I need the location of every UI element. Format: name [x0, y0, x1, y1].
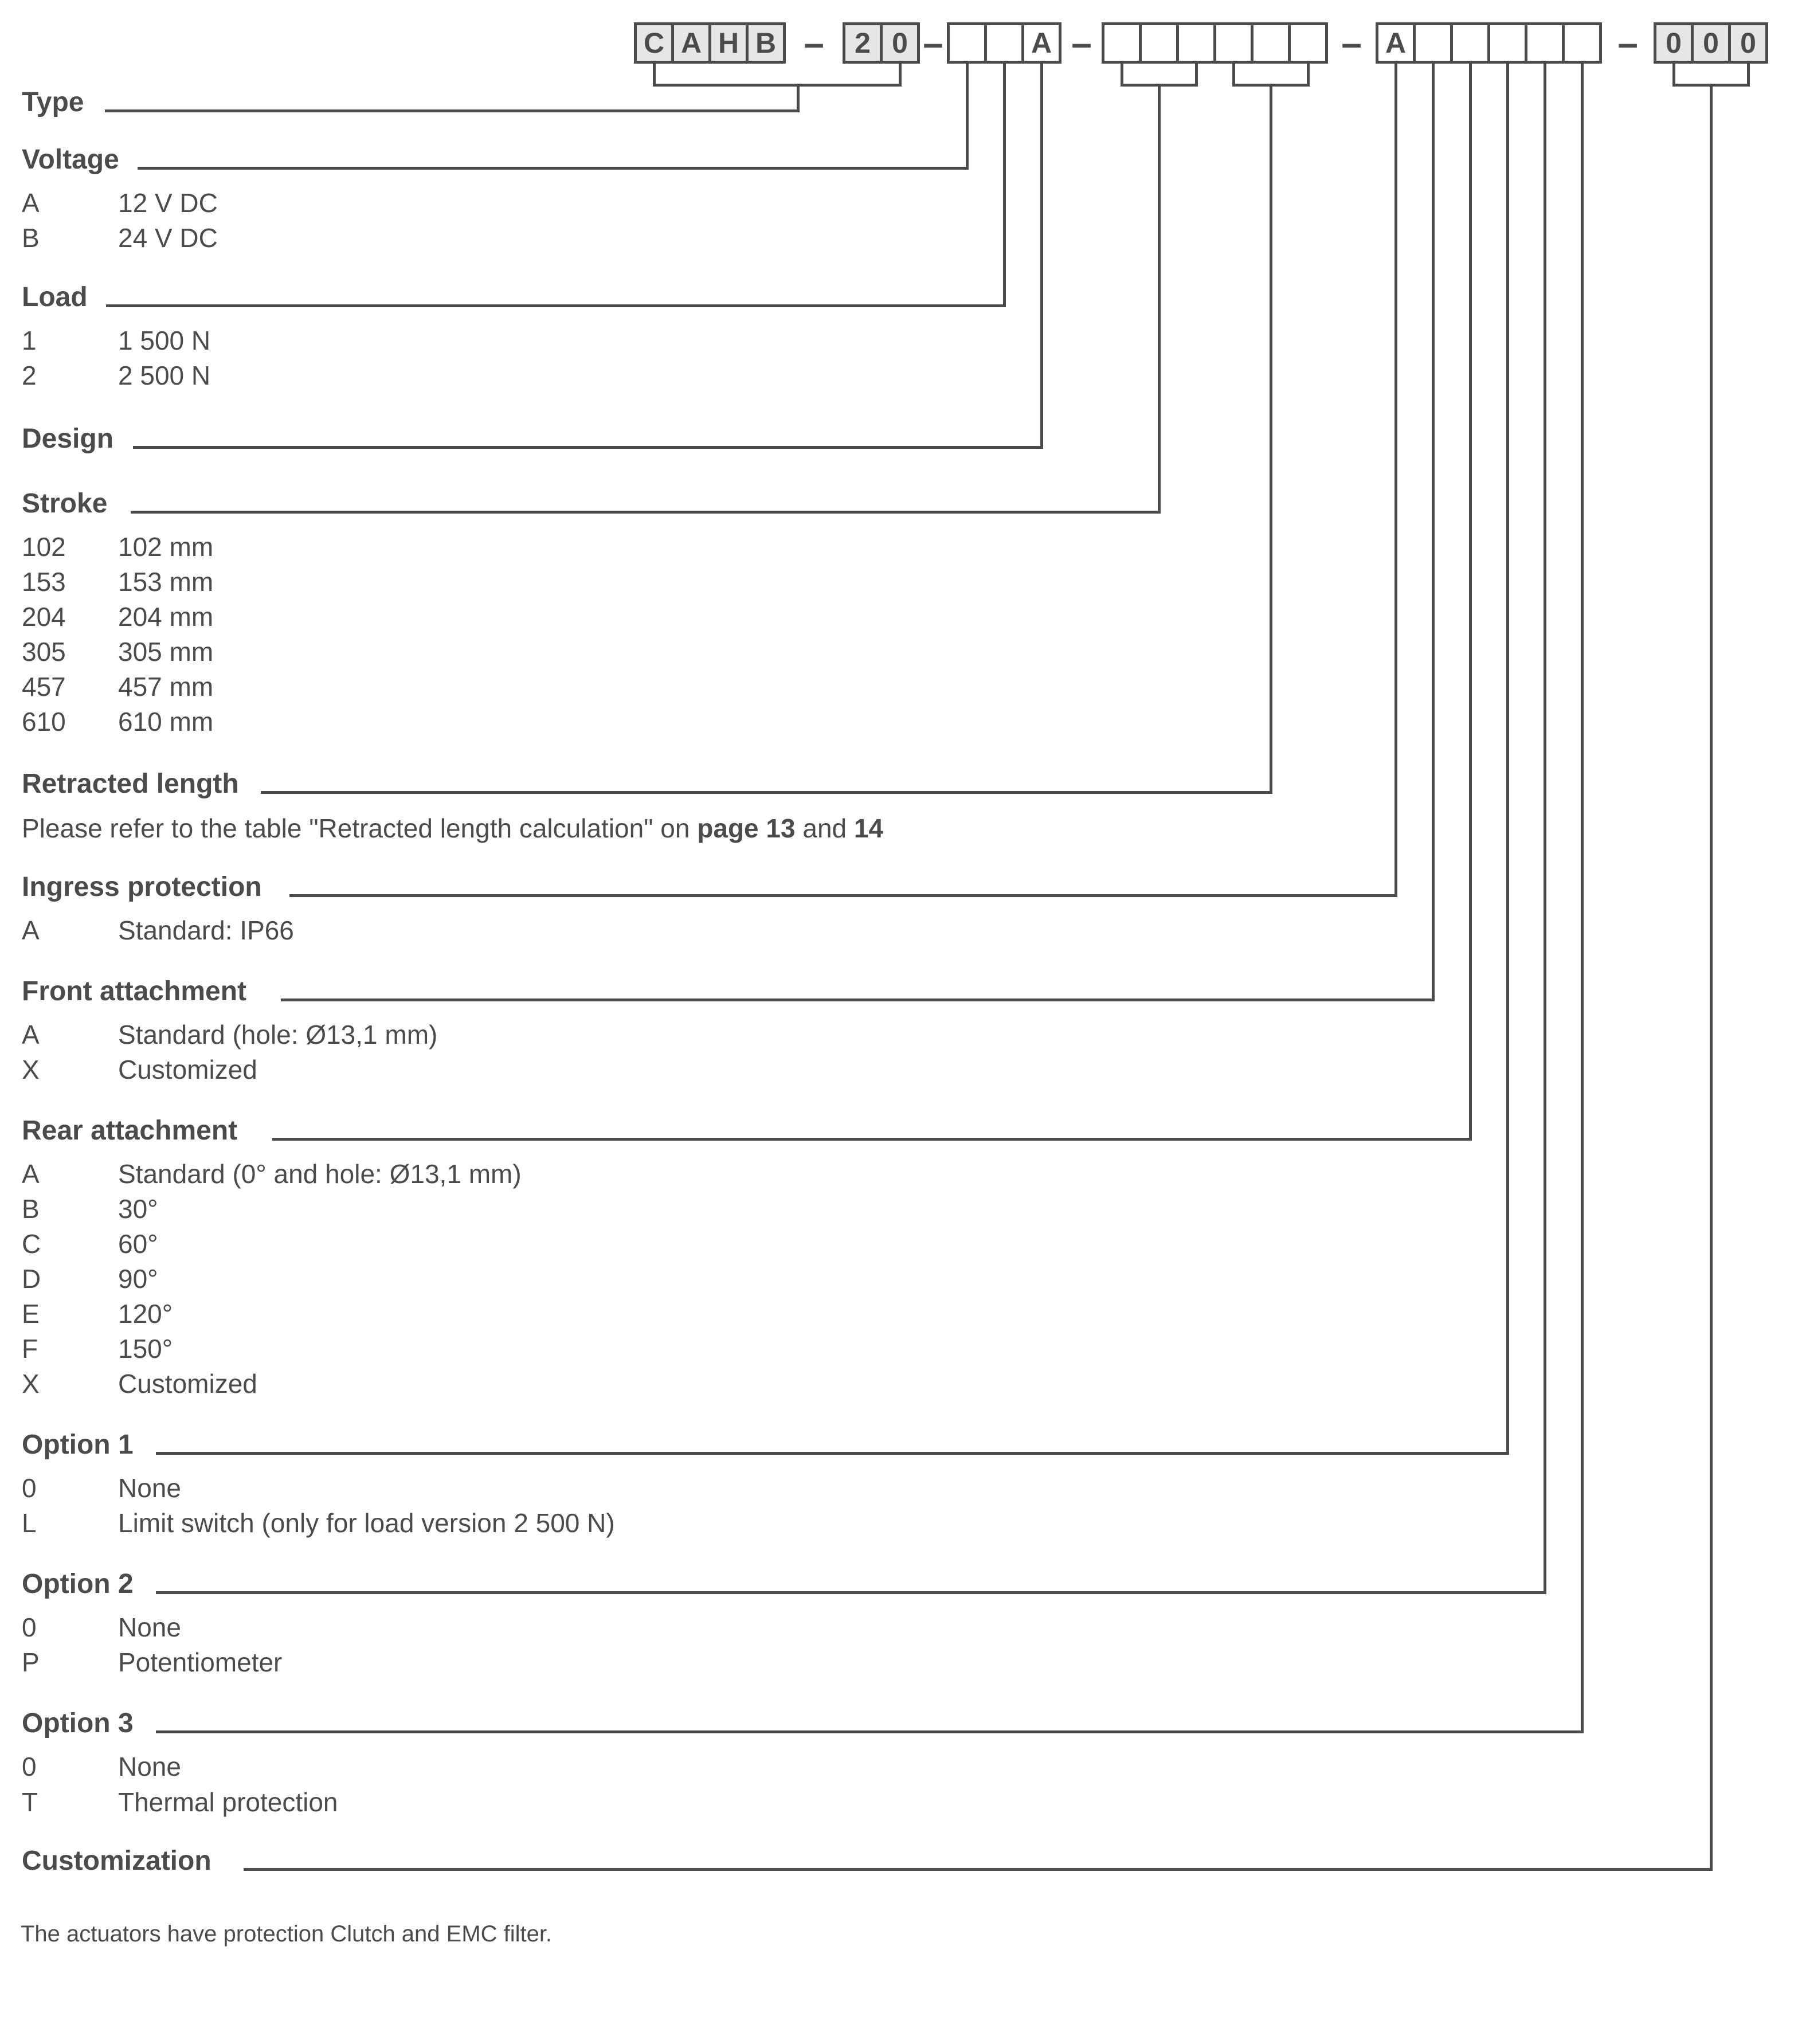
- item-label: 150°: [118, 1334, 173, 1364]
- item-label: 102 mm: [118, 532, 214, 562]
- code-group-series: [634, 22, 786, 64]
- item-label: Standard (0° and hole: Ø13,1 mm): [118, 1159, 522, 1189]
- bracket-type-right: [899, 64, 902, 87]
- item-code: 0: [22, 1752, 37, 1781]
- item-code: T: [22, 1787, 38, 1817]
- item-code: C: [22, 1229, 41, 1259]
- list-item: [0, 531, 1798, 565]
- list-item: [0, 1054, 1798, 1087]
- rule-rear-attachment: [272, 1138, 1472, 1141]
- code-cell: 0: [1728, 22, 1768, 64]
- code-cell: C: [634, 22, 674, 64]
- code-cell-stroke: [1176, 22, 1216, 64]
- code-cell-ingress: A: [1376, 22, 1416, 64]
- code-cell-stroke: [1102, 22, 1142, 64]
- item-label: 12 V DC: [118, 188, 218, 218]
- code-group-stroke-retracted: [1102, 22, 1328, 64]
- list-item: [0, 360, 1798, 393]
- code-cell: A: [671, 22, 711, 64]
- bracket-customization-left: [1672, 64, 1675, 87]
- section-title-option3: Option 3: [22, 1708, 134, 1738]
- list-item: [0, 222, 1798, 256]
- item-label: None: [118, 1473, 181, 1503]
- code-group-voltage-load-design: [947, 22, 1061, 64]
- section-title-retracted-length: Retracted length: [22, 769, 239, 799]
- list-item: [0, 1368, 1798, 1401]
- code-separator: –: [804, 22, 824, 64]
- list-item: [0, 187, 1798, 221]
- code-cell-retracted: [1288, 22, 1328, 64]
- code-cell-retracted: [1251, 22, 1291, 64]
- footer-note: The actuators have protection Clutch and EMC filter.: [21, 1921, 553, 1947]
- list-item: [0, 1647, 1798, 1680]
- connector-load: [1003, 64, 1006, 307]
- item-code: B: [22, 1194, 40, 1224]
- item-code: 457: [22, 672, 66, 702]
- item-label: 457 mm: [118, 672, 214, 702]
- bracket-type-left: [653, 64, 656, 87]
- connector-type: [797, 84, 800, 112]
- item-code: 2: [22, 361, 37, 390]
- item-code: A: [22, 915, 40, 945]
- item-label: 2 500 N: [118, 361, 211, 390]
- list-item: [0, 1158, 1798, 1192]
- code-cell-stroke: [1139, 22, 1179, 64]
- code-cell-load: [984, 22, 1024, 64]
- list-item: [0, 1507, 1798, 1541]
- code-cell-retracted: [1213, 22, 1253, 64]
- item-code: D: [22, 1264, 41, 1294]
- bracket-customization-right: [1747, 64, 1750, 87]
- section-title-front-attachment: Front attachment: [22, 976, 247, 1007]
- note-bold-page: page 13: [697, 813, 796, 843]
- code-cell: 0: [880, 22, 920, 64]
- item-label: 30°: [118, 1194, 158, 1224]
- rule-design: [133, 446, 1043, 449]
- section-title-type: Type: [22, 87, 84, 118]
- rule-option1: [156, 1452, 1509, 1455]
- section-title-customization: Customization: [22, 1846, 211, 1876]
- list-item: [0, 325, 1798, 358]
- item-code: 0: [22, 1612, 37, 1642]
- item-label: 24 V DC: [118, 223, 218, 253]
- list-item: [0, 1612, 1798, 1645]
- code-cell-voltage: [947, 22, 987, 64]
- item-label: 90°: [118, 1264, 158, 1294]
- rule-load: [106, 304, 1006, 307]
- code-cell: B: [746, 22, 786, 64]
- retracted-length-note: [22, 813, 883, 844]
- rule-ingress-protection: [289, 894, 1397, 897]
- list-item: [0, 1228, 1798, 1262]
- rule-option3: [156, 1730, 1584, 1733]
- item-label: Customized: [118, 1055, 257, 1084]
- item-code: 305: [22, 637, 66, 667]
- item-code: X: [22, 1369, 40, 1399]
- code-separator: –: [1071, 22, 1092, 64]
- bracket-stroke-right: [1195, 64, 1198, 87]
- section-title-ingress-protection: Ingress protection: [22, 872, 262, 902]
- list-item: [0, 1473, 1798, 1506]
- code-cell: 0: [1654, 22, 1694, 64]
- item-code: 0: [22, 1473, 37, 1503]
- bracket-type-bottom: [653, 84, 902, 87]
- list-item: [0, 1263, 1798, 1297]
- list-item: [0, 1333, 1798, 1366]
- section-title-voltage: Voltage: [22, 144, 119, 175]
- section-title-stroke: Stroke: [22, 488, 108, 519]
- item-label: 305 mm: [118, 637, 214, 667]
- rule-type: [105, 109, 800, 112]
- code-cell-option3: [1562, 22, 1602, 64]
- item-code: P: [22, 1647, 40, 1677]
- rule-stroke: [131, 511, 1161, 514]
- item-code: X: [22, 1055, 40, 1084]
- item-code: B: [22, 223, 40, 253]
- item-code: A: [22, 1159, 40, 1189]
- note-text: Please refer to the table "Retracted length calculation" on: [22, 813, 698, 843]
- item-label: None: [118, 1612, 181, 1642]
- code-cell-front: [1413, 22, 1453, 64]
- code-cell-rear: [1450, 22, 1490, 64]
- list-item: [0, 1019, 1798, 1052]
- code-cell-option1: [1487, 22, 1527, 64]
- code-cell-design: A: [1021, 22, 1061, 64]
- code-group-size: [843, 22, 920, 64]
- item-label: None: [118, 1752, 181, 1781]
- item-label: Customized: [118, 1369, 257, 1399]
- list-item: [0, 1193, 1798, 1227]
- item-label: Limit switch (only for load version 2 500 N): [118, 1508, 615, 1538]
- note-text: and: [795, 813, 854, 843]
- item-label: 153 mm: [118, 567, 214, 597]
- list-item: [0, 706, 1798, 739]
- section-title-option1: Option 1: [22, 1430, 134, 1460]
- code-cell-option2: [1525, 22, 1565, 64]
- rule-voltage: [138, 167, 969, 170]
- code-cell: 2: [843, 22, 883, 64]
- section-title-design: Design: [22, 424, 114, 454]
- list-item: [0, 915, 1798, 948]
- code-separator: –: [923, 22, 943, 64]
- connector-voltage: [966, 64, 969, 170]
- code-separator: –: [1617, 22, 1638, 64]
- item-label: 204 mm: [118, 602, 214, 632]
- code-group-protection-options: [1376, 22, 1602, 64]
- list-item: [0, 601, 1798, 635]
- item-code: 1: [22, 326, 37, 355]
- rule-customization: [244, 1868, 1713, 1871]
- item-code: L: [22, 1508, 37, 1538]
- section-title-rear-attachment: Rear attachment: [22, 1115, 238, 1146]
- item-code: 102: [22, 532, 66, 562]
- item-code: 204: [22, 602, 66, 632]
- section-title-option2: Option 2: [22, 1569, 134, 1599]
- item-label: 120°: [118, 1299, 173, 1329]
- item-code: 610: [22, 707, 66, 737]
- code-cell: 0: [1691, 22, 1731, 64]
- item-code: 153: [22, 567, 66, 597]
- bracket-retracted-left: [1232, 64, 1235, 87]
- item-label: 60°: [118, 1229, 158, 1259]
- list-item: [0, 636, 1798, 669]
- code-group-customization: [1654, 22, 1768, 64]
- list-item: [0, 1298, 1798, 1332]
- item-code: E: [22, 1299, 40, 1329]
- item-label: Standard (hole: Ø13,1 mm): [118, 1020, 438, 1050]
- connector-stroke: [1158, 84, 1161, 514]
- rule-option2: [156, 1591, 1546, 1594]
- item-code: A: [22, 188, 40, 218]
- bracket-stroke-left: [1121, 64, 1123, 87]
- item-label: 610 mm: [118, 707, 214, 737]
- list-item: [0, 671, 1798, 704]
- list-item: [0, 1751, 1798, 1784]
- note-bold-page: 14: [853, 813, 884, 843]
- item-label: Thermal protection: [118, 1787, 338, 1817]
- code-separator: –: [1341, 22, 1362, 64]
- section-title-load: Load: [22, 282, 88, 312]
- code-cell: H: [708, 22, 749, 64]
- item-code: F: [22, 1334, 38, 1364]
- rule-front-attachment: [281, 998, 1435, 1001]
- item-label: 1 500 N: [118, 326, 211, 355]
- bracket-retracted-right: [1307, 64, 1310, 87]
- list-item: [0, 1787, 1798, 1820]
- item-label: Potentiometer: [118, 1647, 283, 1677]
- item-code: A: [22, 1020, 40, 1050]
- list-item: [0, 566, 1798, 600]
- item-label: Standard: IP66: [118, 915, 294, 945]
- rule-retracted-length: [261, 791, 1272, 794]
